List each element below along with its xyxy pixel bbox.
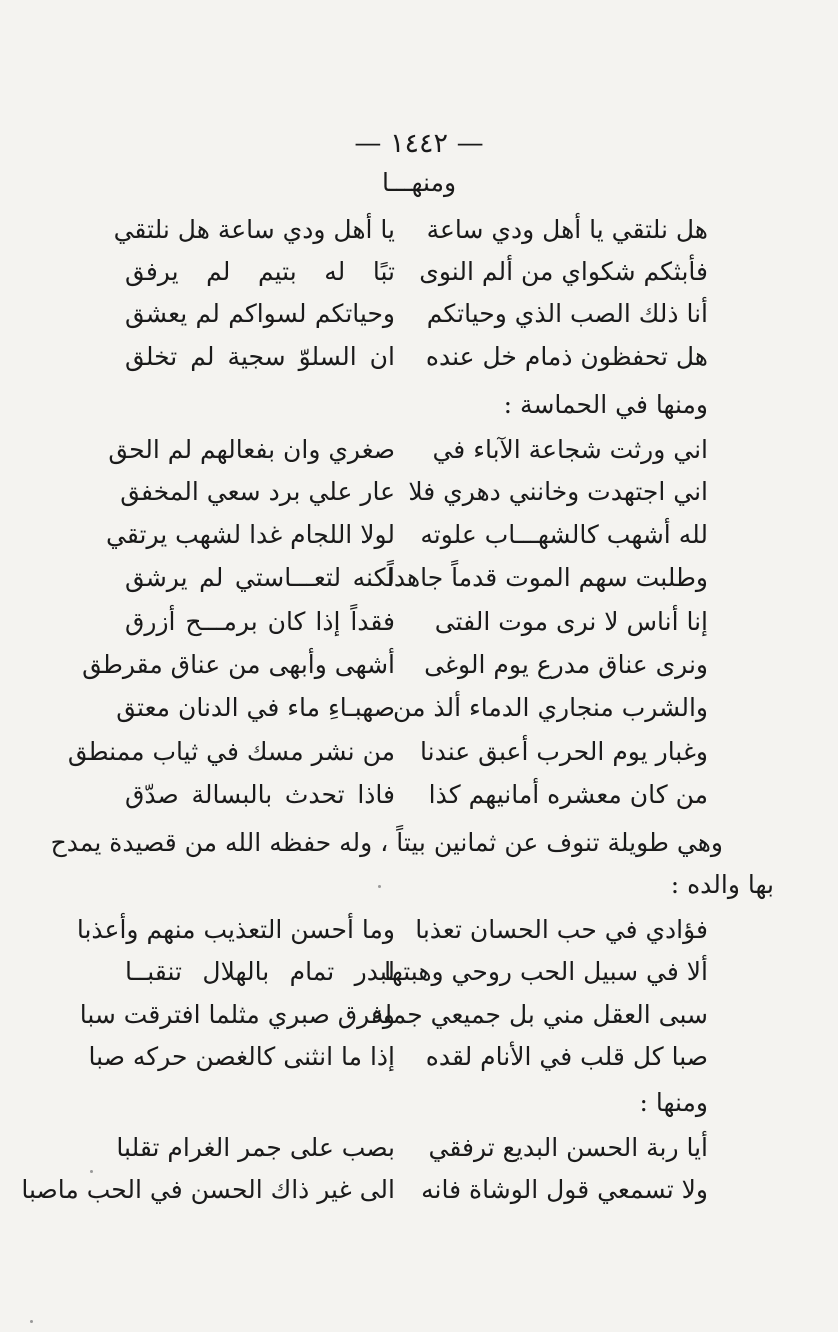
- section-title: ومنهـــا: [381, 168, 457, 197]
- verse-first-hemistich: إنا أناس لا نرى موت الفتى: [434, 607, 708, 636]
- verse-second-hemistich: إذا ما انثنى كالغصن حركه صبا: [88, 1042, 395, 1071]
- verse-first-hemistich: سبى العقل مني بل جميعي جملة: [371, 1000, 708, 1029]
- verse-second-hemistich: صغري وان بفعالهم لم الحق: [108, 435, 395, 464]
- verse-second-hemistich: وفرق صبري مثلما افترقت سبا: [79, 1000, 395, 1029]
- verse-first-hemistich: ونرى عناق مدرع يوم الوغى: [424, 650, 708, 679]
- verse-second-hemistich: لولا اللجام غدا لشهب يرتقي: [106, 520, 395, 549]
- prose-line: بها والده :: [670, 870, 774, 899]
- paper-speck: [30, 1320, 33, 1323]
- section-heading: ومنها :: [639, 1088, 708, 1117]
- verse-first-hemistich: لله أشهب كالشهـــاب علوته: [420, 520, 708, 549]
- paper-speck: [378, 885, 381, 888]
- verse-first-hemistich: صبا كل قلب في الأنام لقده: [425, 1042, 708, 1071]
- verse-second-hemistich: من نشر مسك في ثياب ممنطق: [67, 737, 395, 766]
- verse-second-hemistich: عار علي برد سعي المخفق: [120, 477, 395, 506]
- verse-second-hemistich: تبًا له بتيم لم يرفق: [125, 257, 395, 286]
- verse-first-hemistich: وطلبت سهم الموت قدماً جاهداً: [386, 563, 708, 592]
- page-number: — ١٤٤٢ —: [354, 128, 484, 159]
- verse-second-hemistich: فقداً إذا كان برمـــح أزرق: [125, 607, 395, 636]
- prose-line: وهي طويلة تنوف عن ثمانين بيتاً ، وله حفظه الله من قصيدة يمدح: [50, 828, 723, 857]
- verse-first-hemistich: أنا ذلك الصب الذي وحياتكم: [426, 299, 708, 328]
- verse-second-hemistich: لبدر تمام بالهلال تنقبــا: [125, 957, 395, 986]
- verse-second-hemistich: ان السلوّ سجية لم تخلق: [125, 342, 395, 371]
- verse-first-hemistich: ولا تسمعي قول الوشاة فانه: [421, 1175, 708, 1204]
- verse-first-hemistich: والشرب منجاري الدماء ألذ من: [393, 693, 708, 722]
- verse-first-hemistich: من كان معشره أمانيهم كذا: [428, 780, 708, 809]
- verse-first-hemistich: ألا في سبيل الحب روحي وهبتها: [384, 957, 708, 986]
- verse-second-hemistich: صهبـاءِ ماء في الدنان معتق: [116, 693, 395, 722]
- verse-second-hemistich: وحياتكم لسواكم لم يعشق: [125, 299, 395, 328]
- verse-first-hemistich: اني اجتهدت وخانني دهري فلا: [408, 477, 708, 506]
- verse-first-hemistich: فأبثكم شكواي من ألم النوى: [419, 257, 708, 286]
- verse-first-hemistich: فؤادي في حب الحسان تعذبا: [415, 915, 708, 944]
- section-heading: ومنها في الحماسة :: [503, 390, 708, 419]
- verse-second-hemistich: بصب على جمر الغرام تقلبا: [116, 1133, 395, 1162]
- verse-second-hemistich: لكنه لتعـــاستي لم يرشق: [125, 563, 395, 592]
- verse-first-hemistich: أيا ربة الحسن البديع ترفقي: [428, 1133, 708, 1162]
- verse-first-hemistich: وغبار يوم الحرب أعبق عندنا: [420, 737, 708, 766]
- paper-speck: [90, 1170, 93, 1173]
- verse-second-hemistich: الى غير ذاك الحسن في الحب ماصبا: [21, 1175, 395, 1204]
- verse-second-hemistich: وما أحسن التعذيب منهم وأعذبا: [76, 915, 395, 944]
- verse-second-hemistich: يا أهل ودي ساعة هل نلتقي: [113, 215, 395, 244]
- verse-first-hemistich: اني ورثت شجاعة الآباء في: [432, 435, 708, 464]
- verse-first-hemistich: هل تحفظون ذمام خل عنده: [425, 342, 708, 371]
- verse-first-hemistich: هل نلتقي يا أهل ودي ساعة: [426, 215, 708, 244]
- verse-second-hemistich: فاذا تحدث بالبسالة صدّق: [125, 780, 395, 809]
- verse-second-hemistich: أشهى وأبهى من عناق مقرطق: [82, 650, 395, 679]
